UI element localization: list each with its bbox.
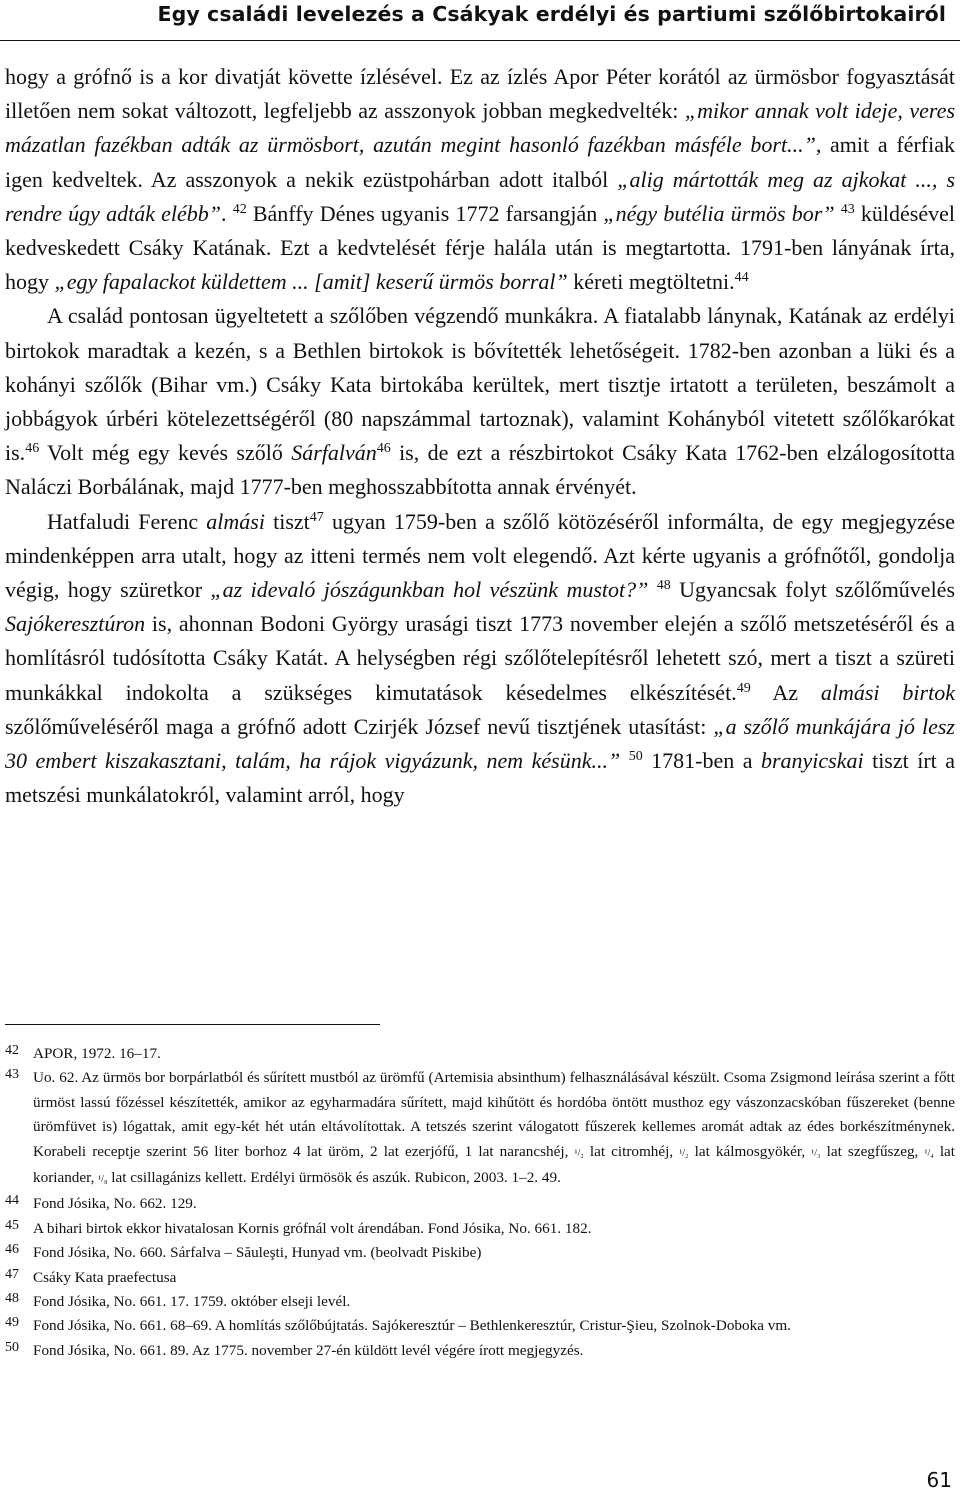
text-run: szőlőműveléséről maga a grófnő adott Czirjék József nevű tisztjének utasítást: <box>5 713 714 739</box>
place-name: almási birtok <box>820 679 955 705</box>
place-name: branyicskai <box>760 748 864 774</box>
place-name: almási <box>206 508 265 534</box>
main-text <box>5 60 955 812</box>
footnote-46 <box>5 1241 955 1265</box>
text-run: is, de ezt a részbirtokot Csáky Kata 1762-ben elzálogosította Naláczi Borbálának, majd 1777-ben meghosszabbította annak érvényét. <box>5 440 955 500</box>
footnote-number: 50 <box>5 1339 19 1355</box>
footnote-ref: 50 <box>628 749 643 765</box>
text-run: kéreti megtöltetni. <box>567 269 735 295</box>
header-rule <box>0 40 960 41</box>
footnote-number: 42 <box>5 1043 19 1058</box>
text-run: is, ahonnan Bodoni György urasági tiszt 1773 november elején a szőlő metszetéséről és a homlításról tudósította Csáky Katát. A helységben régi szőlőtelepítésről lehetett szó, mert a tiszt a szüreti munkákkal indokolta a szükséges kimutatások késedelmes elkészítését. <box>5 611 955 705</box>
footnote-text: A bihari birtok ekkor hivatalosan Kornis grófnál volt árendában. Fond Jósika, No. 661. 182. <box>33 1219 592 1237</box>
footnote-ref: 46 <box>25 441 40 457</box>
quote: „alig mártották meg az ajkokat ..., s rendre úgy adták elébb” <box>5 166 955 226</box>
footnote-number: 44 <box>5 1193 19 1209</box>
footnote-text: Fond Jósika, No. 661. 89. Az 1775. november 27-én küldött levél végére írott megjegyzés. <box>33 1341 584 1359</box>
running-header-title: Egy családi levelezés a Csákyak erdélyi és partiumi szőlőbirtokairól <box>157 2 946 26</box>
footnote-ref: 42 <box>232 201 247 217</box>
footnote-text: Fond Jósika, No. 661. 17. 1759. október elseji levél. <box>33 1293 351 1311</box>
footnote-text: lat csillagánizs kellett. Erdélyi ürmösök és aszúk. Rubicon, 2003. 1–2. 49. <box>107 1169 561 1187</box>
footnote-number: 43 <box>5 1067 19 1083</box>
footnote-text: Fond Jósika, No. 660. Sárfalva – Săuleşti, Hunyad vm. (beolvadt Piskibe) <box>33 1244 482 1262</box>
footnote-number: 46 <box>5 1242 19 1258</box>
page-number: 61 <box>926 1468 952 1492</box>
footnote-45 <box>5 1217 955 1241</box>
text-run: hogy a grófnő is a kor divatját követte ízlésével. Ez az ízlés Apor Péter korától az ürmösbor fogyasztását illetően nem sokat változott, legfeljebb az asszonyok jobban megkedvelték: <box>5 64 955 124</box>
footnote-44 <box>5 1192 955 1216</box>
footnote-text: lat citromhéj, <box>583 1142 680 1160</box>
footnote-text: Csáky Kata praefectusa <box>33 1268 177 1286</box>
text-run: 1781-ben a <box>642 748 761 774</box>
footnote-text: Fond Jósika, No. 661. 68–69. A homlítás szőlőbújtatás. Sajókeresztúr – Bethlenkeresztúr, Cristur-Şieu, Szolnok-Doboka vm. <box>33 1317 791 1335</box>
text-run: tiszt írt a metszési munkálatokról, valamint arról, hogy <box>5 748 955 808</box>
place-name: Sajókeresztúron <box>5 611 146 637</box>
fraction: ¹/₃ <box>811 1147 821 1159</box>
text-run: Ugyancsak folyt szőlőművelés <box>670 577 956 603</box>
running-header <box>0 0 960 44</box>
footnote-text: lat kálmosgyökér, <box>688 1142 812 1160</box>
footnote-49 <box>5 1314 955 1338</box>
footnote-number: 45 <box>5 1217 19 1233</box>
text-run: , amit a férfiak igen kedveltek. Az asszonyok a nekik ezüstpohárban adott italból <box>5 132 955 192</box>
footnote-43 <box>5 1066 955 1192</box>
paragraph-3 <box>5 505 955 813</box>
footnote-ref: 47 <box>309 509 324 525</box>
footnote-48 <box>5 1290 955 1314</box>
footnote-text: lat koriander, <box>33 1142 956 1187</box>
quote: „az idevaló jószágunkban hol vészünk mustot?” <box>210 577 649 603</box>
text-run: . <box>221 200 233 226</box>
footnote-number: 47 <box>5 1266 19 1282</box>
footnote-47 <box>5 1266 955 1290</box>
fraction: ¹/₂ <box>574 1147 584 1159</box>
fraction: ¹/₂ <box>679 1147 689 1159</box>
quote: „egy fapalackot küldettem ... [amit] keserű ürmös borral” <box>54 269 568 295</box>
footnote-ref: 43 <box>840 201 855 217</box>
quote: „négy butélia ürmös bor” <box>603 200 835 226</box>
text-run: ugyan 1759-ben a szőlő kötözéséről informálta, de egy megjegyzése mindenképpen arra utalt, hogy az itteni termés nem volt elegendő. Azt kérte ugyanis a grófnőtől, gondolja végig, hogy szüretkor <box>5 508 955 603</box>
quote: „mikor annak volt ideje, veres mázatlan fazékban adták az ürmösbort, azután megint hasonló fazékban másféle bort...” <box>5 98 956 158</box>
footnote-text: Uo. 62. Az ürmös bor borpárlatból és sűrített mustból az ürömfű (Artemisia absinthum) felhasználásával készült. Csoma Zsigmond leírása szerint a főtt ürmöst lassú főzéssel készítették, amikor az egyharmadára sűrített, majd kihűtött és hordóba öntött musthoz egy vászonzacskóban fűszereket (benne ürömfüvet is) lógattak, amit egy-két hét után eltávolítottak. A tetszés szerint válogatott fűszerek kellemes aromát adtak az édes borkészítménynek. Korabeli receptje szerint 56 liter borhoz 4 lat üröm, 2 lat ezerjófű, 1 lat narancshéj, <box>33 1069 955 1160</box>
text-run: tiszt <box>264 508 310 534</box>
footnote-number: 49 <box>5 1315 19 1331</box>
footnote-ref: 49 <box>736 680 751 696</box>
footnote-42 <box>5 1042 955 1066</box>
footnote-ref: 44 <box>734 270 749 286</box>
text-run: küldésével kedveskedett Csáky Katának. Ezt a kedvtelését férje halála után is megtartotta. 1791-ben lányának írta, hogy <box>5 200 956 295</box>
text-run: A család pontosan ügyeltetett a szőlőben végzendő munkákra. A fiatalabb lánynak, Katának az erdélyi birtokok maradtak a kezén, s a Bethlen birtokok is bővítették lehetőségeit. 1782-ben azonban a lüki és a kohányi szőlők (Bihar vm.) Csáky Kata birtokába kerültek, mert tisztje irtatott a területen, beszámolt a jobbágyok úrbéri kötelezettségéről (80 napszámmal tartoznak), valamint Kohányból vitetett szőlőkarókat is. <box>5 303 955 466</box>
text-run: Az <box>750 679 821 705</box>
place-name: Sárfalván <box>291 440 377 466</box>
footnote-rule <box>5 1024 380 1025</box>
paragraph-1 <box>5 60 955 299</box>
footnote-number: 48 <box>5 1291 19 1307</box>
footnote-text: APOR, 1972. 16–17. <box>33 1045 161 1062</box>
footnote-ref: 48 <box>656 578 671 594</box>
fraction: ¹/₄ <box>924 1147 934 1159</box>
footnote-50 <box>5 1339 955 1363</box>
footnote-text: lat szegfűszeg, <box>820 1142 925 1160</box>
fraction: ¹/₈ <box>98 1174 108 1186</box>
quote: „a szőlő munkájára jó lesz 30 embert kiszakasztani, talám, ha rájok vigyázunk, nem késünk...” <box>5 713 955 774</box>
footnote-ref: 46 <box>376 441 391 457</box>
text-run: Volt még egy kevés szőlő <box>39 440 292 466</box>
footnote-text: Fond Jósika, No. 662. 129. <box>33 1195 197 1213</box>
paragraph-2 <box>5 299 955 504</box>
text-run: Bánffy Dénes ugyanis 1772 farsangján <box>246 200 604 226</box>
footnotes <box>5 1042 955 1363</box>
text-run: Hatfaludi Ferenc <box>47 508 207 534</box>
